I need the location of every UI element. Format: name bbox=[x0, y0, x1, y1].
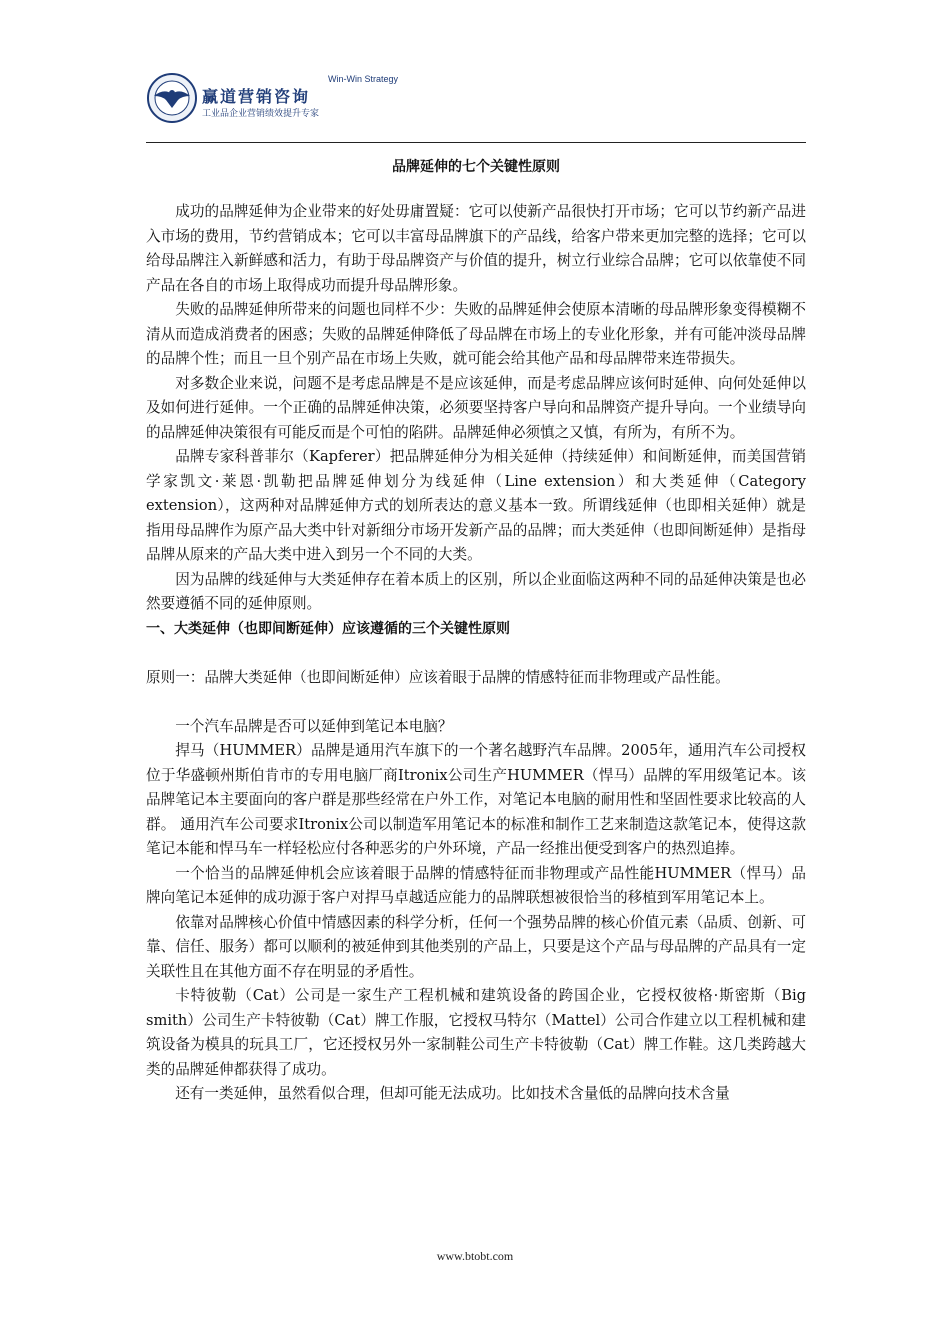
paragraph: 失败的品牌延伸所带来的问题也同样不少：失败的品牌延伸会使原本清晰的母品牌形象变得模糊不清从而造成消费者的困惑；失败的品牌延伸降低了母品牌在市场上的专业化形象，并有可能冲淡母品牌的品牌个性；而且一旦个别产品在市场上失败，就可能会给其他产品和母品牌带来连带损失。 bbox=[146, 301, 806, 367]
section-heading: 一、大类延伸（也即间断延伸）应该遵循的三个关键性原则 bbox=[146, 620, 510, 637]
paragraph: 对多数企业来说，问题不是考虑品牌是不是应该延伸，而是考虑品牌应该何时延伸、向何处延伸以及如何进行延伸。一个正确的品牌延伸决策，必须要坚持客户导向和品牌资产提升导向。一个业绩导向的品牌延伸决策很有可能反而是个可怕的陷阱。品牌延伸必须慎之又慎，有所为，有所不为。 bbox=[146, 374, 806, 441]
paragraph: 一个恰当的品牌延伸机会应该着眼于品牌的情感特征而非物理或产品性能HUMMER（悍马）品牌向笔记本延伸的成功源于客户对捍马卓越适应能力的品牌联想被很恰当的移植到军用笔记本上。 bbox=[146, 864, 806, 906]
document-body bbox=[146, 200, 806, 1107]
page-footer-url: www.btobt.com bbox=[436, 1249, 514, 1263]
logo-slogan: 工业品企业营销绩效提升专家 bbox=[202, 109, 320, 119]
paragraph: 还有一类延伸，虽然看似合理，但却可能无法成功。比如技术含量低的品牌向技术含量 bbox=[175, 1085, 730, 1102]
paragraph: 因为品牌的线延伸与大类延伸存在着本质上的区别，所以企业面临这两种不同的品延伸决策是也必然要遵循不同的延伸原则。 bbox=[146, 570, 806, 612]
document-title: 品牌延伸的七个关键性原则 bbox=[392, 159, 560, 175]
page-header bbox=[146, 72, 806, 146]
logo-chinese-name: 赢道营销咨询 bbox=[202, 87, 311, 106]
company-emblem-icon bbox=[146, 72, 198, 124]
paragraph: 捍马（HUMMER）品牌是通用汽车旗下的一个著名越野汽车品牌。2005年，通用汽车公司授权位于华盛顿州斯伯肯市的专用电脑厂商Itronix公司生产HUMMER（悍马）品牌的军用级笔记本。该品牌笔记本主要面向的客户群是那些经常在户外工作，对笔记本电脑的耐用性和坚固性要求比较高的人群。 通用汽车公司要求Itronix公司以制造军用笔记本的标准和制作工艺来制造这款笔记本，使得这款笔记本能和悍马车一样轻松应付各种恶劣的户外环境，产品一经推出便受到客户的热烈追捧。 bbox=[146, 742, 806, 857]
spacer bbox=[146, 641, 806, 666]
logo-english-name: Win-Win Strategy bbox=[328, 74, 399, 84]
paragraph: 成功的品牌延伸为企业带来的好处毋庸置疑：它可以使新产品很快打开市场；它可以节约新产品进入市场的费用，节约营销成本；它可以丰富母品牌旗下的产品线，给客户带来更加完整的选择；它可以给母品牌注入新鲜感和活力，有助于母品牌资产与价值的提升，树立行业综合品牌；它可以依靠使不同产品在各自的市场上取得成功而提升母品牌形象。 bbox=[146, 203, 806, 294]
paragraph: 依靠对品牌核心价值中情感因素的科学分析，任何一个强势品牌的核心价值元素（品质、创新、可靠、信任、服务）都可以顺利的被延伸到其他类别的产品上，只要是这个产品与母品牌的产品具有一定关联性且在其他方面不存在明显的矛盾性。 bbox=[146, 913, 806, 980]
company-logo-text bbox=[202, 72, 422, 128]
paragraph: 卡特彼勒（Cat）公司是一家生产工程机械和建筑设备的跨国企业，它授权彼格·斯密斯（Big smith）公司生产卡特彼勒（Cat）牌工作服，它授权马特尔（Mattel）公司合作建立以工程机械和建筑设备为模具的玩具工厂，它还授权另外一家制鞋公司生产卡特彼勒（Cat）牌工作鞋。这几类跨越大类的品牌延伸都获得了成功。 bbox=[146, 987, 806, 1078]
paragraph: 一个汽车品牌是否可以延伸到笔记本电脑？ bbox=[175, 717, 453, 735]
spacer bbox=[146, 690, 806, 715]
header-divider bbox=[146, 142, 806, 143]
principle-one: 原则一：品牌大类延伸（也即间断延伸）应该着眼于品牌的情感特征而非物理或产品性能。 bbox=[146, 668, 730, 686]
paragraph: 品牌专家科普菲尔（Kapferer）把品牌延伸分为相关延伸（持续延伸）和间断延伸，而美国营销学家凯文·莱恩·凯勒把品牌延伸划分为线延伸（Line extension）和大类延伸（Category extension），这两种对品牌延伸方式的划所表达的意义基本一致。所谓线延伸（也即相关延伸）就是指用母品牌作为原产品大类中针对新细分市场开发新产品的品牌；而大类延伸（也即间断延伸）是指母品牌从原来的产品大类中进入到另一个不同的大类。 bbox=[146, 448, 806, 563]
